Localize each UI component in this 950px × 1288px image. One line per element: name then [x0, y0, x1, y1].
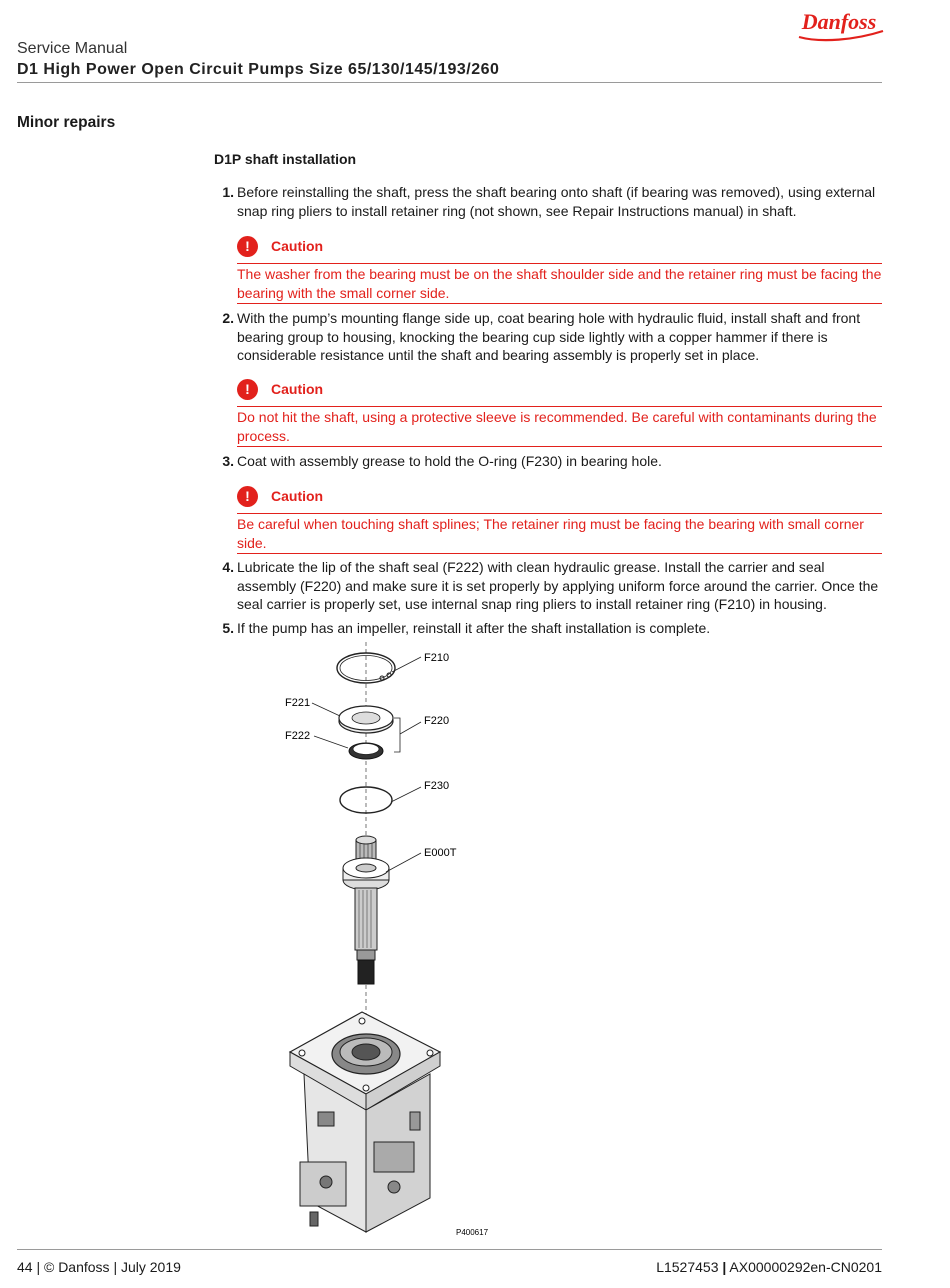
document-title: D1 High Power Open Circuit Pumps Size 65/130/145/193/260 [17, 61, 500, 78]
callout-f210: F210 [424, 652, 450, 664]
figure-id: P400617 [456, 1228, 489, 1237]
caution-text: Be careful when touching shaft splines; The retainer ring must be facing the bearing with small corner side. [237, 516, 864, 551]
step-text: Lubricate the lip of the shaft seal (F222) with clean hydraulic grease. Install the carrier and seal assembly (F220) and make sure it is set properly by applying uniform force around the carrier. Once the seal carrier is properly set, use internal snap ring pliers to install retainer ring (F210) in housing. [237, 559, 879, 612]
caution-rule-top [237, 406, 882, 407]
exclamation-icon: ! [237, 379, 258, 400]
pump-housing [290, 1012, 440, 1232]
step-number: 5. [222, 620, 234, 636]
caution-label: Caution [271, 238, 324, 254]
caution-rule-bottom [237, 553, 882, 554]
footer-doc-number: AX00000292en-CN0201 [729, 1259, 882, 1275]
step-number: 3. [222, 453, 234, 469]
exclamation-icon: ! [237, 486, 258, 507]
section-title: Minor repairs [17, 114, 116, 131]
callout-f221: F221 [285, 697, 311, 709]
footer-separator: | [722, 1259, 727, 1275]
caution-rule-bottom [237, 303, 882, 304]
shaft-e000t [343, 836, 389, 984]
caution-header [237, 485, 323, 507]
step-text: If the pump has an impeller, reinstall it after the shaft installation is complete. [237, 620, 711, 636]
header-divider [17, 82, 882, 83]
caution-rule-bottom [237, 446, 882, 447]
caution-rule-top [237, 513, 882, 514]
callout-f222: F222 [285, 730, 311, 742]
shaft-seal-f222 [349, 743, 383, 759]
caution-label: Caution [271, 381, 324, 397]
step-number: 4. [222, 559, 234, 575]
footer-code: L1527453 [656, 1259, 719, 1275]
svg-text:Danfoss: Danfoss [801, 9, 877, 34]
step-text: With the pump’s mounting flange side up, coat bearing hole with hydraulic fluid, install shaft and front bearing group to housing, knocking the bearing cup side lightly with a copper hammer if there is considerable resistance until the shaft and bearing assembly is properly set in place. [237, 310, 861, 363]
danfoss-logo [793, 4, 885, 44]
callout-e000t: E000T [424, 847, 457, 859]
footer-divider [17, 1249, 882, 1250]
step-text: Coat with assembly grease to hold the O-ring (F230) in bearing hole. [237, 453, 662, 469]
doc-type: Service Manual [17, 40, 128, 57]
footer-doc-code [656, 1259, 882, 1275]
step-number: 2. [222, 310, 234, 326]
caution-header [237, 378, 323, 400]
shaft-exploded-view [270, 642, 510, 1242]
caution-label: Caution [271, 488, 324, 504]
callout-f230: F230 [424, 780, 450, 792]
caution-rule-top [237, 263, 882, 264]
footer-page-info: 44 | © Danfoss | July 2019 [17, 1259, 181, 1275]
caution-header [237, 235, 323, 257]
caution-text: Do not hit the shaft, using a protective sleeve is recommended. Be careful with contaminants during the process. [237, 409, 877, 444]
seal-carrier-f221 [339, 706, 393, 733]
step-text: Before reinstalling the shaft, press the shaft bearing onto shaft (if bearing was removed), using external snap ring pliers to install retainer ring (not shown, see Repair Instructions manual) in shaft. [237, 184, 876, 219]
callout-f220: F220 [424, 715, 450, 727]
step-number: 1. [222, 184, 234, 200]
subsection-title: D1P shaft installation [214, 151, 357, 167]
exclamation-icon: ! [237, 236, 258, 257]
caution-text: The washer from the bearing must be on the shaft shoulder side and the retainer ring must be facing the bearing with the small corner side. [237, 266, 882, 301]
